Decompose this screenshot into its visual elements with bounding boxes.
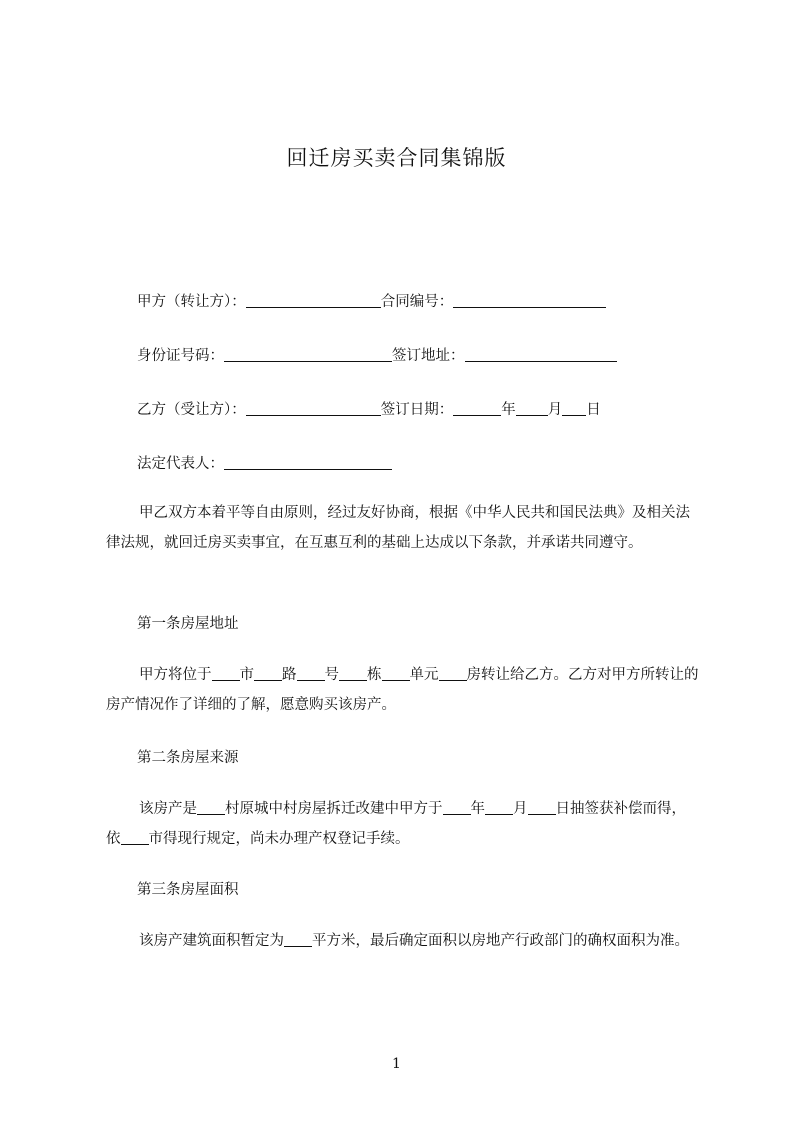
article3-text: 该房产建筑面积暂定为 (139, 933, 284, 949)
article1-body (106, 660, 700, 720)
sign-year-blank[interactable] (453, 401, 501, 416)
unit-blank[interactable] (382, 666, 410, 681)
article3-heading: 第三条房屋面积 (137, 882, 239, 898)
article2-body (106, 794, 700, 854)
legal-rep-blank[interactable] (224, 455, 392, 470)
party-b-label: 乙方（受让方）： (137, 402, 246, 418)
number-blank[interactable] (297, 666, 325, 681)
building-blank[interactable] (339, 666, 367, 681)
sign-month-blank[interactable] (516, 401, 548, 416)
article2-text: 市得现行规定，尚未办理产权登记手续。 (148, 831, 410, 847)
party-b-blank[interactable] (246, 401, 381, 416)
article2-text: 日抽签获补偿而得，依 (106, 801, 686, 847)
sign-date-label: 签订日期： (380, 402, 454, 418)
document-title: 回迁房买卖合同集锦版 (286, 146, 507, 170)
sign-place-blank[interactable] (465, 347, 617, 362)
month-label: 月 (547, 402, 563, 418)
contract-no-label: 合同编号： (380, 294, 454, 310)
article3-body (106, 926, 700, 956)
lottery-day-blank[interactable] (528, 800, 556, 815)
article1-text: 路 (282, 667, 297, 683)
article3-text: 平方米，最后确定面积以房地产行政部门的确权面积为准。 (312, 933, 689, 949)
legal-rep-row (137, 452, 392, 473)
lottery-month-blank[interactable] (485, 800, 513, 815)
article1-heading: 第一条房屋地址 (137, 616, 239, 632)
id-no-label: 身份证号码： (137, 348, 224, 364)
party-a-row (137, 290, 606, 311)
year-label: 年 (501, 402, 516, 418)
lottery-year-blank[interactable] (443, 800, 471, 815)
city-blank[interactable] (212, 666, 240, 681)
article1-text: 单元 (409, 667, 439, 683)
article1-text: 甲方将位于 (139, 667, 212, 683)
sign-day-blank[interactable] (562, 401, 586, 416)
party-b-row (137, 398, 601, 419)
article2-text: 该房产是 (139, 801, 197, 817)
article2-text: 村原城中村房屋拆迁改建中甲方于 (225, 801, 443, 817)
article1-text: 号 (324, 667, 339, 683)
room-blank[interactable] (439, 666, 467, 681)
article1-text: 市 (239, 667, 254, 683)
legal-rep-label: 法定代表人： (137, 456, 224, 472)
village-blank[interactable] (197, 800, 225, 815)
article2-heading: 第二条房屋来源 (137, 750, 239, 766)
party-a-label: 甲方（转让方）： (137, 294, 246, 310)
article2-text: 年 (470, 801, 485, 817)
contract-no-blank[interactable] (453, 293, 606, 308)
article1-text: 栋 (367, 667, 382, 683)
area-blank[interactable] (284, 932, 312, 947)
id-no-blank[interactable] (224, 347, 392, 362)
sign-place-label: 签订地址： (392, 348, 465, 364)
regulation-city-blank[interactable] (121, 830, 149, 845)
intro-paragraph: 甲乙双方本着平等自由原则，经过友好协商，根据《中华人民共和国民法典》及相关法律法规，就回迁房买卖事宜，在互惠互利的基础上达成以下条款，并承诺共同遵守。 (106, 505, 690, 551)
page-number: 1 (392, 1056, 401, 1072)
party-a-blank[interactable] (246, 293, 381, 308)
article2-text: 月 (513, 801, 528, 817)
day-label: 日 (586, 402, 601, 418)
road-blank[interactable] (254, 666, 282, 681)
article1-text: 房转让给乙方。乙方对甲方所转让的房产情况作了详细的了解，愿意购买该房产。 (106, 667, 699, 713)
id-row (137, 344, 617, 365)
